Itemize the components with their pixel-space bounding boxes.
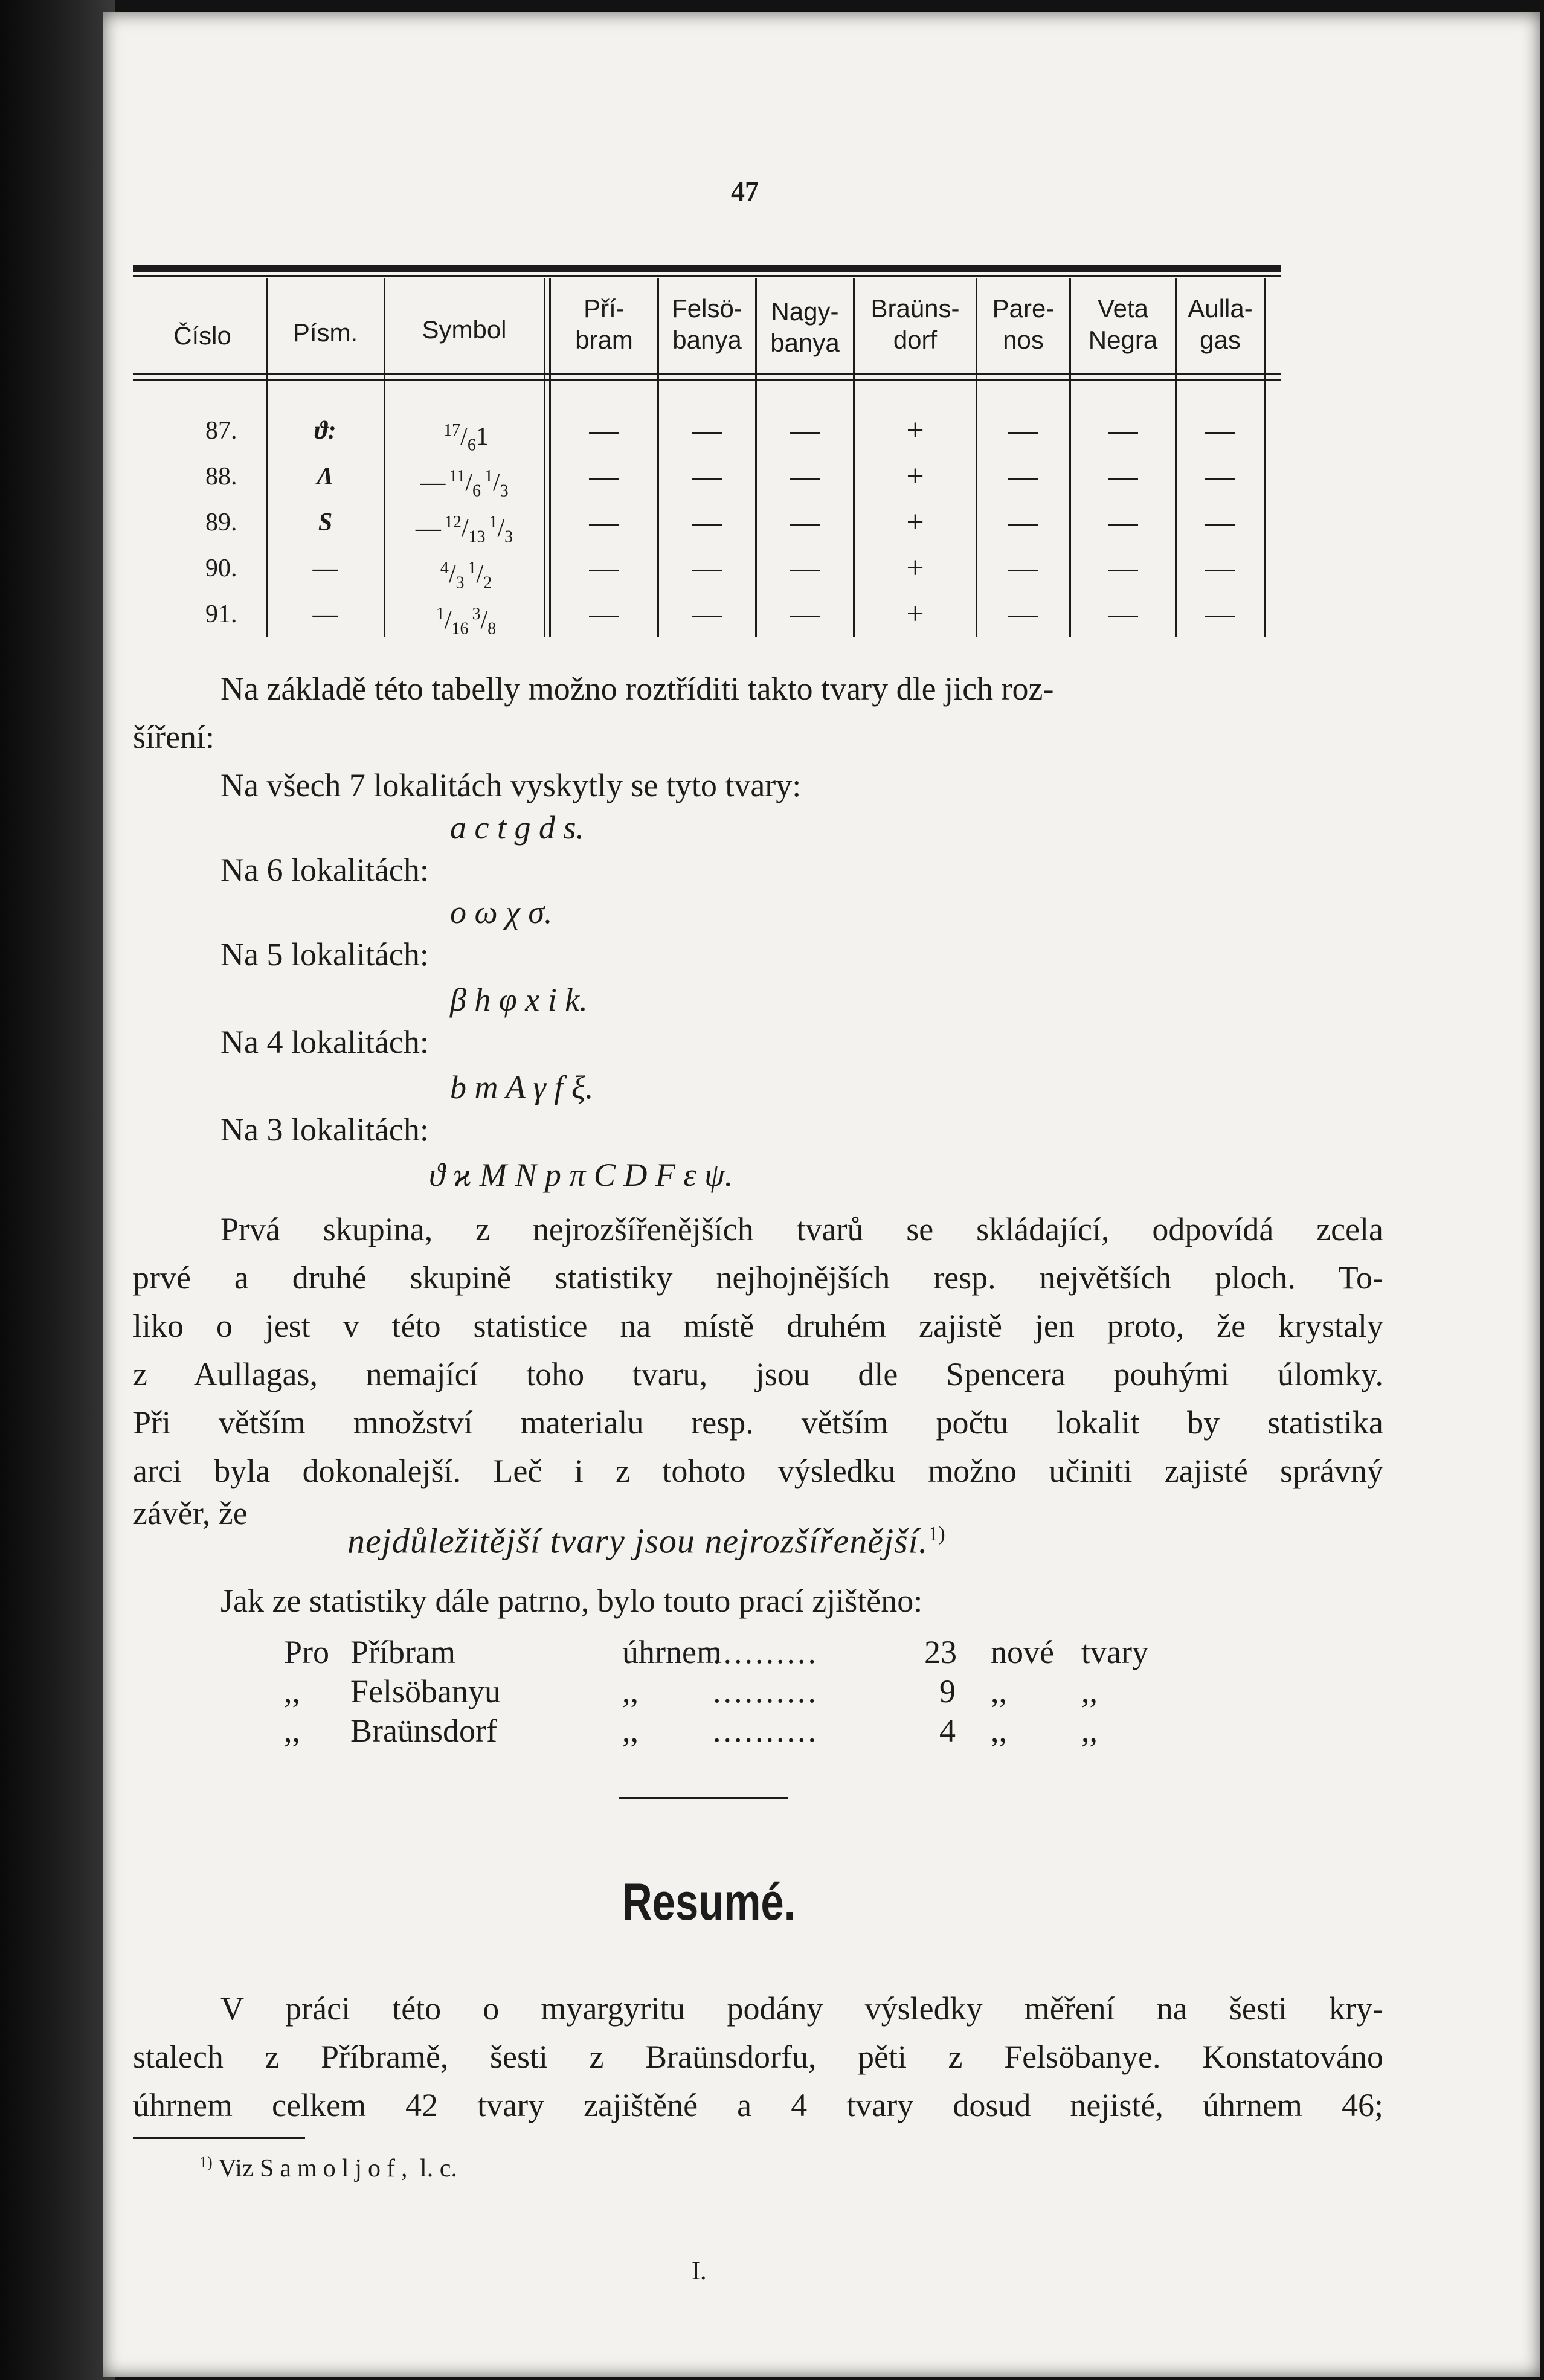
row-symbol: — $^{11}/_6^1/_3$ [420, 467, 509, 501]
table-top-rule-thin [133, 275, 1281, 277]
header-symbol: Symbol [422, 315, 507, 344]
resume-line: stalech z Příbramě, šesti z Braünsdorfu, pěti z Felsöbanye. Konstatováno [133, 2039, 1383, 2075]
cell-number [103, 408, 278, 454]
cell-absent [659, 545, 755, 591]
cell-symbol [385, 591, 544, 652]
cell-letter [267, 408, 384, 454]
cell-number [103, 545, 278, 591]
cell-absent [659, 500, 755, 545]
section-divider [619, 1797, 788, 1799]
stats-word: úhrnem [622, 1634, 722, 1670]
stats-prefix: Pro [284, 1634, 330, 1670]
row-letter: — [312, 600, 338, 628]
cell-absent [1071, 545, 1175, 591]
row-braunsdorf: + [906, 551, 924, 585]
dash [692, 616, 722, 617]
group-forms: ϑ ϰ M N p π C D F ε ψ. [429, 1157, 733, 1193]
table-row [103, 408, 1281, 454]
stats-word: ,, [622, 1713, 639, 1749]
conclusion-lead: závěr, že [133, 1495, 248, 1531]
conclusion-emph: nejdůležitější tvary jsou nejrozšířenější. [347, 1521, 928, 1561]
row-symbol: — $^{12}/_{13}^1/_3$ [415, 513, 513, 547]
signature-mark: I. [692, 2257, 707, 2285]
row-number: 88. [205, 463, 237, 490]
group-label: Na 4 lokalitách: [220, 1024, 429, 1060]
table-header-rule-2 [133, 379, 1281, 381]
dash [1008, 570, 1038, 571]
stats-tail: nové [991, 1634, 1054, 1670]
stats-tail: ,, [991, 1673, 1007, 1709]
symbol-part: 17 [443, 421, 461, 440]
dash [692, 478, 722, 480]
stats-dots: .......... [713, 1634, 819, 1670]
dash [1205, 570, 1235, 571]
symbol-part: 1 [475, 423, 489, 451]
symbol-part: — [420, 469, 446, 497]
group-label: Na 5 lokalitách: [220, 936, 429, 973]
dash [790, 570, 820, 571]
cell-number [103, 500, 278, 545]
group-label: Na všech 7 lokalitách vyskytly se tyto tvary: [220, 767, 802, 803]
cell-letter [267, 591, 384, 637]
header-braunsdorf: Braüns- dorf [870, 294, 960, 354]
cell-absent [551, 454, 657, 500]
header-felsobanya: Felsö- banya [672, 294, 742, 354]
dash [1205, 616, 1235, 617]
dash [790, 616, 820, 617]
cell-braunsdorf [855, 500, 976, 547]
cell-absent [551, 408, 657, 454]
resume-line: V práci této o myargyritu podány výsledky měření na šesti kry- [220, 1990, 1383, 2027]
stats-tail: ,, [1081, 1673, 1098, 1709]
group-label: Na 3 lokalitách: [220, 1111, 429, 1148]
paragraph-line: prvé a druhé skupině statistiky nejhojnějších resp. největších ploch. To- [133, 1259, 1383, 1296]
dash [790, 524, 820, 526]
dash [1108, 616, 1138, 617]
dash [1205, 524, 1235, 526]
intro-line1: Na základě této tabelly možno roztříditi takto tvary dle jich roz- [220, 671, 1054, 707]
symbol-part: 13 [468, 527, 486, 547]
row-letter: S [318, 509, 333, 536]
footnote-ref: 1) [928, 1523, 945, 1545]
cell-braunsdorf [855, 545, 976, 593]
stats-prefix: ,, [284, 1673, 300, 1709]
symbol-part: 3 [500, 481, 509, 501]
symbol-part: — [415, 515, 441, 542]
row-symbol: $^1/_{16}^3/_8$ [436, 605, 497, 638]
symbol-part: 16 [451, 619, 469, 638]
stats-tail: ,, [991, 1713, 1007, 1749]
intro-line2: šíření: [133, 719, 214, 755]
cell-absent [1071, 500, 1175, 545]
dash [692, 432, 722, 434]
cell-absent [1177, 545, 1264, 591]
stats-prefix: ,, [284, 1713, 300, 1749]
row-number: 91. [205, 600, 237, 628]
stats-word: ,, [622, 1673, 639, 1709]
header-nagybanya: Nagy- banya [770, 297, 840, 357]
table-top-rule [133, 265, 1281, 272]
dash [589, 524, 619, 526]
cell-absent [1177, 500, 1264, 545]
stats-count: 4 [939, 1713, 956, 1749]
footnote-rule [133, 2137, 305, 2139]
dash [790, 478, 820, 480]
cell-absent [757, 591, 853, 637]
cell-absent [977, 454, 1069, 500]
group-forms: β h φ x i k. [450, 982, 588, 1018]
header-parenos: Pare- nos [992, 294, 1055, 354]
dash [589, 570, 619, 571]
cell-absent [757, 545, 853, 591]
cell-number [103, 591, 278, 637]
cell-absent [659, 591, 755, 637]
cell-braunsdorf [855, 408, 976, 455]
row-number: 87. [205, 417, 237, 445]
dash [692, 570, 722, 571]
symbol-part: 1 [489, 513, 498, 532]
row-braunsdorf: + [906, 459, 924, 494]
row-letter: ϑ: [314, 417, 336, 445]
resume-title: Resumé. [622, 1873, 796, 1931]
paragraph-line: arci byla dokonalejší. Leč i z tohoto výsledku možno učiniti zajisté správný [133, 1453, 1383, 1489]
row-braunsdorf: + [906, 505, 924, 539]
cell-absent [551, 500, 657, 545]
symbol-part: 12 [444, 513, 462, 532]
cell-absent [659, 408, 755, 454]
cell-absent [551, 591, 657, 637]
footnote [199, 2153, 457, 2183]
row-symbol: $^{17}/_61$ [443, 421, 489, 455]
cell-absent [551, 545, 657, 591]
dash [790, 432, 820, 434]
header-pism: Písm. [292, 318, 358, 347]
stats-intro: Jak ze statistiky dále patrno, bylo touto prací zjištěno: [220, 1583, 923, 1619]
cell-letter [267, 500, 384, 545]
cell-absent [1071, 591, 1175, 637]
cell-absent [977, 591, 1069, 637]
paragraph-line: z Aullagas, nemající toho tvaru, jsou dle Spencera pouhými úlomky. [133, 1356, 1383, 1392]
row-number: 89. [205, 509, 237, 536]
cell-absent [1177, 408, 1264, 454]
symbol-part: 8 [487, 619, 497, 638]
row-letter: Λ [317, 463, 334, 490]
cell-braunsdorf [855, 591, 976, 639]
dash [1108, 570, 1138, 571]
header-cislo: Číslo [173, 321, 231, 350]
stats-place: Felsöbanyu [350, 1673, 501, 1709]
symbol-part: 1 [468, 559, 477, 577]
dash [1108, 524, 1138, 526]
group-forms: o ω χ σ. [450, 894, 553, 930]
symbol-part: 6 [467, 436, 476, 455]
cell-absent [1177, 454, 1264, 500]
cell-absent [1177, 591, 1264, 637]
stats-count: 23 [924, 1634, 957, 1670]
symbol-part: 1 [436, 605, 445, 623]
dash [1205, 478, 1235, 480]
symbol-part: 3 [504, 527, 513, 547]
row-braunsdorf: + [906, 597, 924, 631]
table-row [103, 545, 1281, 591]
footnote-mark: 1) [199, 2153, 213, 2171]
cell-absent [757, 408, 853, 454]
symbol-part: 3 [455, 573, 465, 593]
symbol-part: 1 [484, 467, 493, 486]
page-number: 47 [731, 176, 759, 207]
paragraph-line: Prvá skupina, z nejrozšířenějších tvarů se skládající, odpovídá zcela [220, 1211, 1383, 1247]
cell-absent [977, 500, 1069, 545]
table-row [103, 454, 1281, 500]
dash [589, 616, 619, 617]
header-vetanegra: Veta Negra [1088, 294, 1158, 354]
footnote-text: Viz [218, 2155, 254, 2182]
cell-absent [659, 454, 755, 500]
dash [1008, 478, 1038, 480]
symbol-part: 3 [472, 605, 481, 623]
page [103, 12, 1540, 2377]
group-label: Na 6 lokalitách: [220, 852, 429, 888]
stats-place: Příbram [350, 1634, 455, 1670]
cell-braunsdorf [855, 454, 976, 501]
cell-absent [977, 408, 1069, 454]
dash [589, 478, 619, 480]
dash [1008, 616, 1038, 617]
group-forms: b m A γ f ξ. [450, 1069, 594, 1105]
symbol-part: 6 [472, 481, 481, 501]
paragraph-line: Při větším množství materialu resp. větším počtu lokalit by statistika [133, 1404, 1383, 1441]
cell-absent [1071, 408, 1175, 454]
stats-dots: .......... [713, 1713, 819, 1749]
conclusion-line [347, 1510, 945, 1565]
paragraph-line: liko o jest v této statistice na místě druhém zajistě jen proto, že krystaly [133, 1308, 1383, 1344]
stats-dots: .......... [713, 1673, 819, 1709]
cell-absent [1071, 454, 1175, 500]
cell-absent [757, 454, 853, 500]
row-braunsdorf: + [906, 413, 924, 448]
dash [1008, 524, 1038, 526]
symbol-part: 11 [449, 467, 466, 486]
table-row [103, 591, 1281, 637]
stats-tail: ,, [1081, 1713, 1098, 1749]
resume-line: úhrnem celkem 42 tvary zajištěné a 4 tvary dosud nejisté, úhrnem 46; [133, 2087, 1383, 2123]
header-aullagas: Aulla- gas [1188, 294, 1253, 354]
dash [1205, 432, 1235, 434]
dash [1008, 432, 1038, 434]
dash [692, 524, 722, 526]
group-forms: a c t g d s. [450, 809, 584, 846]
binding-edge [0, 0, 115, 2380]
cell-letter [267, 454, 384, 500]
dash [1108, 478, 1138, 480]
row-letter: — [312, 555, 338, 582]
cell-number [103, 454, 278, 500]
symbol-part: 2 [483, 573, 492, 593]
stats-count: 9 [939, 1673, 956, 1709]
header-pribram: Pří- bram [575, 294, 633, 354]
footnote-ref-text: l. c. [420, 2155, 457, 2182]
symbol-part: 4 [440, 559, 449, 577]
footnote-author: Samoljof, [260, 2155, 414, 2182]
dash [589, 432, 619, 434]
cell-absent [977, 545, 1069, 591]
dash [1108, 432, 1138, 434]
cell-absent [757, 500, 853, 545]
table-header-rule [133, 373, 1281, 375]
stats-tail: tvary [1081, 1634, 1148, 1670]
table-row [103, 500, 1281, 545]
cell-letter [267, 545, 384, 591]
row-symbol: $^4/_3^1/_2$ [440, 559, 492, 593]
stats-place: Braünsdorf [350, 1713, 497, 1749]
row-number: 90. [205, 555, 237, 582]
